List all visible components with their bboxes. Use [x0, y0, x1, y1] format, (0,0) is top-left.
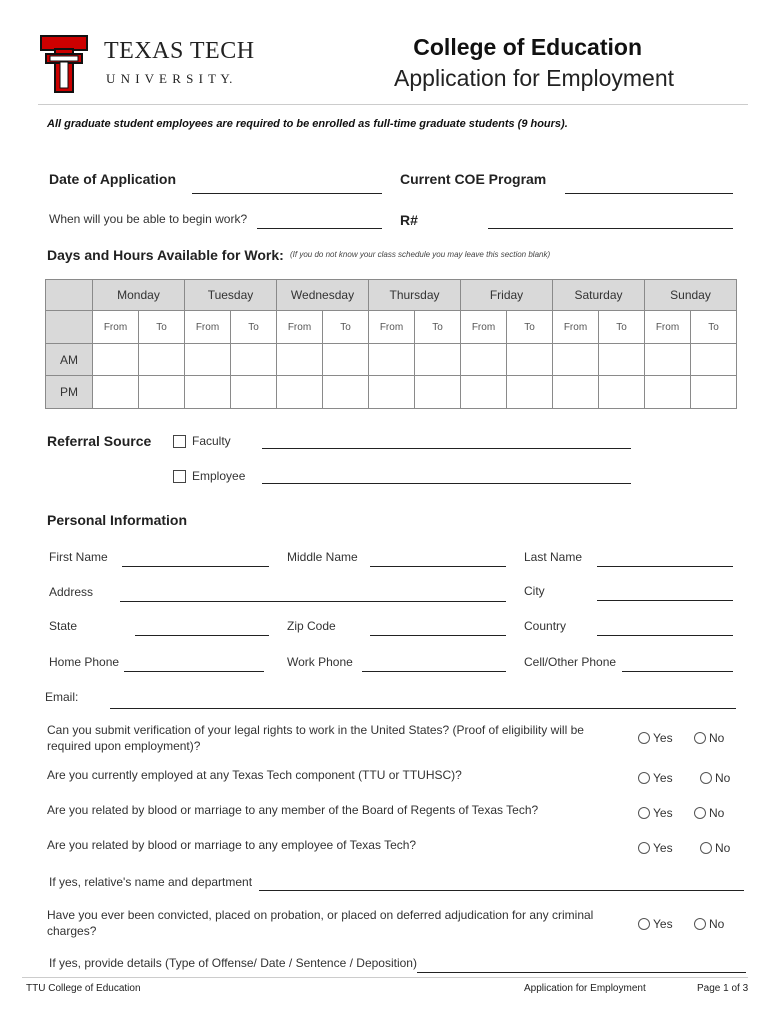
yes-label: Yes [653, 917, 673, 931]
address-field[interactable] [120, 601, 506, 602]
from-header: From [461, 311, 507, 344]
to-header: To [231, 311, 277, 344]
radio-icon [638, 842, 650, 854]
from-header: From [645, 311, 691, 344]
from-header: From [93, 311, 139, 344]
yes-label: Yes [653, 806, 673, 820]
personal-heading: Personal Information [47, 512, 188, 528]
relative-label: If yes, relative's name and department [49, 875, 253, 889]
question-related-employee: Are you related by blood or marriage to any employee of Texas Tech? [47, 838, 417, 852]
begin-work-field[interactable] [257, 228, 382, 229]
from-header: From [369, 311, 415, 344]
cell-phone-field[interactable] [622, 671, 733, 672]
footer-divider [22, 977, 748, 978]
from-header: From [277, 311, 323, 344]
country-label: Country [524, 619, 567, 633]
schedule-note: (If you do not know your class schedule you may leave this section blank) [290, 250, 551, 259]
details-label: If yes, provide details (Type of Offense/ Date / Sentence / Deposition) [49, 956, 417, 970]
am-label: AM [46, 344, 93, 376]
work-phone-field[interactable] [362, 671, 506, 672]
radio-icon [638, 918, 650, 930]
time-cell[interactable] [461, 376, 507, 409]
logo-subtitle: U N I V E R S I T Y. [106, 71, 234, 86]
yes-radio[interactable] [638, 806, 673, 820]
day-header: Saturday [553, 280, 645, 311]
country-field[interactable] [597, 635, 733, 636]
to-header: To [415, 311, 461, 344]
no-label: No [709, 917, 725, 931]
faculty-label: Faculty [192, 434, 231, 448]
middle-name-label: Middle Name [287, 550, 358, 564]
state-field[interactable] [135, 635, 269, 636]
time-cell[interactable] [323, 376, 369, 409]
time-cell[interactable] [323, 344, 369, 376]
page-title: College of Education [413, 34, 642, 60]
middle-name-field[interactable] [370, 566, 506, 567]
referral-heading: Referral Source [47, 433, 152, 449]
current-program-field[interactable] [565, 193, 733, 194]
time-cell[interactable] [553, 376, 599, 409]
zip-label: Zip Code [287, 619, 336, 633]
availability-table [45, 279, 737, 409]
time-cell[interactable] [415, 344, 461, 376]
first-name-field[interactable] [122, 566, 269, 567]
yes-radio[interactable] [638, 771, 673, 785]
page-subtitle: Application for Employment [394, 65, 674, 91]
checkbox-icon [173, 435, 186, 448]
address-label: Address [49, 585, 94, 599]
double-t-icon [40, 35, 88, 93]
question-employed-ttu: Are you currently employed at any Texas Tech component (TTU or TTUHSC)? [47, 768, 462, 782]
from-header: From [553, 311, 599, 344]
r-number-label: R# [400, 212, 418, 228]
employee-field[interactable] [262, 483, 631, 484]
home-phone-field[interactable] [124, 671, 264, 672]
time-cell[interactable] [553, 344, 599, 376]
begin-work-label: When will you be able to begin work? [49, 212, 248, 226]
yes-label: Yes [653, 771, 673, 785]
zip-field[interactable] [370, 635, 506, 636]
table-corner [46, 311, 93, 344]
city-field[interactable] [597, 600, 733, 601]
time-cell[interactable] [599, 376, 645, 409]
no-label: No [715, 841, 731, 855]
day-header: Thursday [369, 280, 461, 311]
schedule-heading: Days and Hours Available for Work: [47, 247, 284, 263]
no-label: No [715, 771, 731, 785]
day-header: Tuesday [185, 280, 277, 311]
no-radio[interactable] [700, 841, 730, 855]
state-label: State [49, 619, 78, 633]
footer-center: Application for Employment [524, 983, 646, 994]
time-cell[interactable] [231, 376, 277, 409]
footer-left: TTU College of Education [26, 983, 141, 994]
radio-icon [694, 732, 706, 744]
radio-icon [638, 732, 650, 744]
faculty-checkbox[interactable] [173, 434, 231, 448]
to-header: To [691, 311, 737, 344]
time-cell[interactable] [185, 376, 231, 409]
home-phone-label: Home Phone [49, 655, 120, 669]
yes-label: Yes [653, 731, 673, 745]
time-cell[interactable] [691, 344, 737, 376]
date-of-application-field[interactable] [192, 193, 382, 194]
radio-icon [700, 772, 712, 784]
time-cell[interactable] [369, 376, 415, 409]
email-field[interactable] [110, 708, 736, 709]
yes-label: Yes [653, 841, 673, 855]
time-cell[interactable] [507, 344, 553, 376]
first-name-label: First Name [49, 550, 108, 564]
current-program-label: Current COE Program [400, 171, 547, 187]
r-number-field[interactable] [488, 228, 733, 229]
radio-icon [694, 807, 706, 819]
to-header: To [507, 311, 553, 344]
time-cell[interactable] [369, 344, 415, 376]
day-header: Sunday [645, 280, 737, 311]
logo-title: TEXAS TECH [104, 38, 255, 64]
time-cell[interactable] [93, 344, 139, 376]
header-divider [38, 104, 748, 105]
time-cell[interactable] [507, 376, 553, 409]
time-cell[interactable] [645, 376, 691, 409]
no-radio[interactable] [694, 731, 724, 745]
time-cell[interactable] [277, 344, 323, 376]
no-label: No [709, 806, 725, 820]
details-field[interactable] [417, 972, 746, 973]
time-cell[interactable] [185, 344, 231, 376]
time-cell[interactable] [691, 376, 737, 409]
email-label: Email: [45, 690, 79, 704]
employee-checkbox[interactable] [173, 469, 245, 483]
no-label: No [709, 731, 725, 745]
table-corner [46, 280, 93, 311]
question-work-eligibility: Can you submit verification of your legal rights to work in the United States? (Proof of eligibility will be required upon employment)? [47, 723, 584, 753]
radio-icon [638, 772, 650, 784]
city-label: City [524, 584, 545, 598]
enrollment-notice: All graduate student employees are required to be enrolled as full-time graduate students (9 hours). [47, 118, 568, 130]
relative-field[interactable] [259, 890, 744, 891]
day-header: Wednesday [277, 280, 369, 311]
time-cell[interactable] [599, 344, 645, 376]
to-header: To [323, 311, 369, 344]
no-radio[interactable] [694, 806, 724, 820]
time-cell[interactable] [461, 344, 507, 376]
am-row [46, 344, 737, 376]
question-related-regents: Are you related by blood or marriage to any member of the Board of Regents of Texas Tech? [47, 803, 539, 817]
time-cell[interactable] [277, 376, 323, 409]
faculty-field[interactable] [262, 448, 631, 449]
footer-right: Page 1 of 3 [697, 983, 749, 994]
checkbox-icon [173, 470, 186, 483]
work-phone-label: Work Phone [287, 655, 353, 669]
yes-radio[interactable] [638, 917, 673, 931]
time-cell[interactable] [93, 376, 139, 409]
last-name-label: Last Name [524, 550, 583, 564]
yes-radio[interactable] [638, 731, 673, 745]
date-of-application-label: Date of Application [49, 171, 177, 187]
day-header: Friday [461, 280, 553, 311]
no-radio[interactable] [694, 917, 724, 931]
time-cell[interactable] [139, 376, 185, 409]
time-cell[interactable] [231, 344, 277, 376]
radio-icon [694, 918, 706, 930]
time-cell[interactable] [139, 344, 185, 376]
no-radio[interactable] [700, 771, 730, 785]
pm-row [46, 376, 737, 409]
employee-label: Employee [192, 469, 246, 483]
time-cell[interactable] [645, 344, 691, 376]
time-cell[interactable] [415, 376, 461, 409]
to-header: To [599, 311, 645, 344]
day-header: Monday [93, 280, 185, 311]
cell-phone-label: Cell/Other Phone [524, 655, 617, 669]
texas-tech-logo [40, 35, 88, 93]
radio-icon [700, 842, 712, 854]
to-header: To [139, 311, 185, 344]
pm-label: PM [46, 376, 93, 409]
yes-radio[interactable] [638, 841, 673, 855]
last-name-field[interactable] [597, 566, 733, 567]
question-convicted: Have you ever been convicted, placed on probation, or placed on deferred adjudication for any criminal charges? [47, 908, 594, 938]
from-header: From [185, 311, 231, 344]
radio-icon [638, 807, 650, 819]
